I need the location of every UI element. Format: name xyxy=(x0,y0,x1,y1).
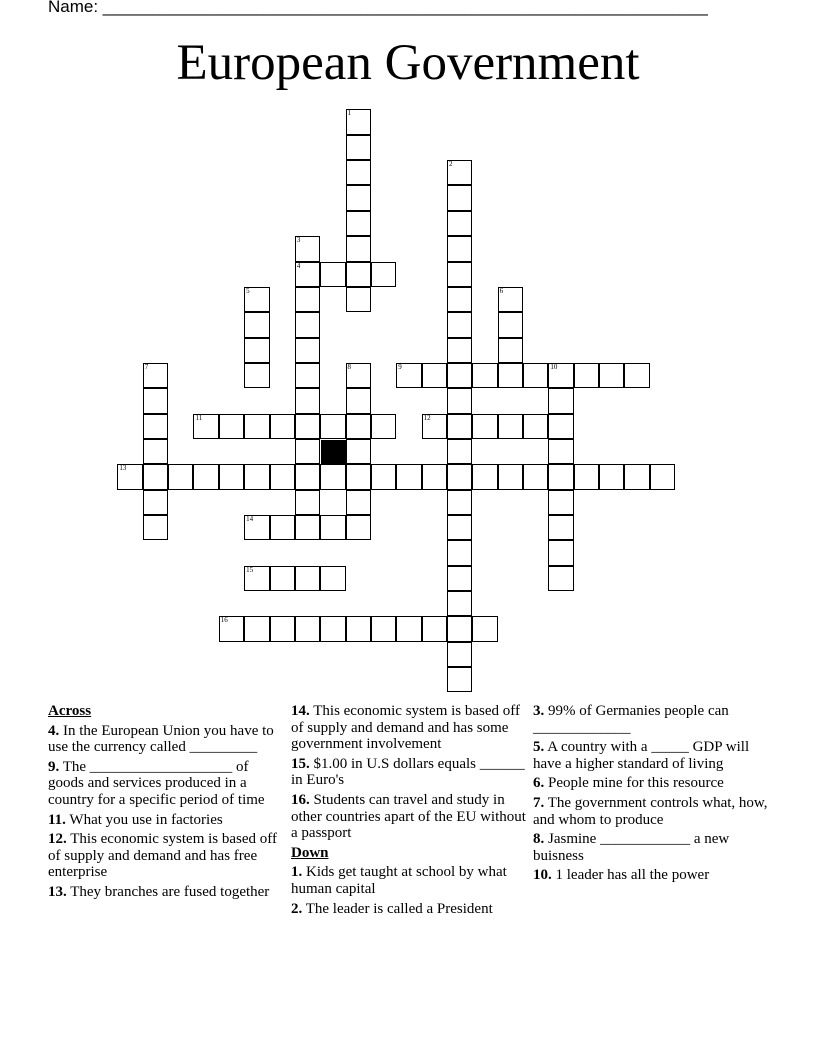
crossword-cell[interactable] xyxy=(548,566,573,591)
crossword-cell[interactable] xyxy=(295,515,320,540)
clue-number: 13. xyxy=(48,883,67,900)
crossword-cell[interactable] xyxy=(599,464,624,489)
clue-number: 16. xyxy=(291,791,310,808)
crossword-cell[interactable] xyxy=(244,515,269,540)
cell-number: 10 xyxy=(550,362,558,371)
crossword-cell[interactable] xyxy=(548,540,573,565)
crossword-cell[interactable] xyxy=(396,363,421,388)
cell-number: 6 xyxy=(499,286,504,295)
clue-across-12 xyxy=(48,831,284,881)
clue-number: 11. xyxy=(48,811,66,828)
cell-number: 5 xyxy=(246,286,250,295)
cell-number: 13 xyxy=(119,464,127,473)
crossword-cell[interactable] xyxy=(371,414,396,439)
clue-number: 12. xyxy=(48,831,67,848)
crossword-cell[interactable] xyxy=(143,515,168,540)
crossword-cell[interactable] xyxy=(346,414,371,439)
crossword-cell[interactable] xyxy=(320,262,345,287)
crossword-cell[interactable] xyxy=(346,464,371,489)
crossword-cell[interactable] xyxy=(346,439,371,464)
crossword-cell[interactable] xyxy=(244,414,269,439)
cell-number: 2 xyxy=(448,160,453,169)
crossword-cell[interactable] xyxy=(447,464,472,489)
crossword-cell[interactable] xyxy=(320,616,345,641)
crossword-cell[interactable] xyxy=(295,464,320,489)
clue-down-6 xyxy=(533,775,769,792)
clue-number: 3. xyxy=(533,703,545,719)
crossword-cell[interactable] xyxy=(346,515,371,540)
crossword-cell[interactable] xyxy=(523,414,548,439)
clue-text: The government controls what, how, and whom to produce xyxy=(533,794,768,828)
clue-number: 5. xyxy=(533,739,545,756)
crossword-cell[interactable] xyxy=(396,616,421,641)
clue-text: Students can travel and study in other countries apart of the EU without a passport xyxy=(291,791,526,842)
clue-across-9 xyxy=(48,759,284,809)
crossword-cell[interactable] xyxy=(346,616,371,641)
crossword-cell[interactable] xyxy=(396,464,421,489)
clue-number: 14. xyxy=(291,703,310,719)
clue-text: 99% of Germanies people can _____________ xyxy=(533,703,729,736)
crossword-cell[interactable] xyxy=(244,464,269,489)
crossword-cell[interactable] xyxy=(346,287,371,312)
page-title: European Government xyxy=(176,35,640,91)
across-heading: Across xyxy=(48,703,92,719)
crossword-cell[interactable] xyxy=(498,363,523,388)
crossword-cell[interactable] xyxy=(548,388,573,413)
crossword-cell[interactable] xyxy=(599,363,624,388)
crossword-cell[interactable] xyxy=(548,363,573,388)
clue-text: Kids get taught at school by what human capital xyxy=(291,864,507,897)
crossword-cell[interactable] xyxy=(346,185,371,210)
clue-number: 9. xyxy=(48,758,60,775)
crossword-cell[interactable] xyxy=(472,363,497,388)
clue-column-3 xyxy=(533,703,769,887)
clue-number: 1. xyxy=(291,864,303,881)
crossword-cell[interactable] xyxy=(447,236,472,261)
crossword-cell[interactable] xyxy=(523,363,548,388)
crossword-cell[interactable] xyxy=(371,262,396,287)
crossword-cell[interactable] xyxy=(472,464,497,489)
crossword-cell[interactable] xyxy=(346,109,371,134)
crossword-cell[interactable] xyxy=(143,439,168,464)
cell-number: 12 xyxy=(423,413,431,422)
crossword-cell[interactable] xyxy=(447,388,472,413)
crossword-cell[interactable] xyxy=(219,414,244,439)
crossword-cell[interactable] xyxy=(447,160,472,185)
clue-across-16 xyxy=(291,792,527,842)
crossword-cell[interactable] xyxy=(346,262,371,287)
clue-text: They branches are fused together xyxy=(70,883,270,900)
clue-text: The leader is called a President xyxy=(305,900,493,917)
crossword-cell[interactable] xyxy=(447,363,472,388)
crossword-cell[interactable] xyxy=(548,414,573,439)
crossword-cell[interactable] xyxy=(422,414,447,439)
clue-text: The ___________________ of goods and services produced in a country for a specific period of time xyxy=(48,758,265,808)
crossword-cell[interactable] xyxy=(447,211,472,236)
crossword-cell[interactable] xyxy=(548,515,573,540)
crossword-cell[interactable] xyxy=(295,363,320,388)
crossword-cell[interactable] xyxy=(270,414,295,439)
cell-number: 8 xyxy=(347,362,352,371)
clue-across-14 xyxy=(291,703,527,753)
crossword-cell[interactable] xyxy=(295,338,320,363)
clue-column-1 xyxy=(48,703,284,904)
crossword-cell[interactable] xyxy=(346,363,371,388)
crossword-cell[interactable] xyxy=(523,464,548,489)
crossword-cell[interactable] xyxy=(498,464,523,489)
clue-text: Jasmine ____________ a new buisness xyxy=(533,831,730,864)
cell-number: 7 xyxy=(144,362,149,371)
clue-down-5 xyxy=(533,739,769,772)
cell-number: 11 xyxy=(195,413,203,422)
crossword-cell[interactable] xyxy=(143,388,168,413)
crossword-cell[interactable] xyxy=(244,287,269,312)
clue-text: In the European Union you have to use the currency called _________ xyxy=(48,722,274,756)
cell-number: 15 xyxy=(246,565,254,574)
crossword-cell[interactable] xyxy=(472,414,497,439)
down-heading: Down xyxy=(291,844,329,861)
clue-number: 8. xyxy=(533,831,545,848)
crossword-cell[interactable] xyxy=(371,464,396,489)
crossword-cell[interactable] xyxy=(447,287,472,312)
clue-number: 7. xyxy=(533,794,545,811)
crossword-cell[interactable] xyxy=(574,363,599,388)
crossword-cell[interactable] xyxy=(346,135,371,160)
crossword-cell[interactable] xyxy=(320,566,345,591)
crossword-cell[interactable] xyxy=(295,616,320,641)
cell-number: 4 xyxy=(296,261,301,270)
crossword-cell[interactable] xyxy=(472,616,497,641)
crossword-cell[interactable] xyxy=(244,338,269,363)
cell-number: 16 xyxy=(220,616,228,625)
crossword-cell[interactable] xyxy=(346,236,371,261)
crossword-cell[interactable] xyxy=(143,414,168,439)
clue-down-8 xyxy=(533,831,769,864)
clue-number: 4. xyxy=(48,722,60,739)
clue-number: 6. xyxy=(533,775,545,792)
clue-down-3 xyxy=(533,703,769,736)
crossword-cell[interactable] xyxy=(447,338,472,363)
crossword-cell[interactable] xyxy=(168,464,193,489)
crossword-cell[interactable] xyxy=(447,591,472,616)
crossword-cell[interactable] xyxy=(270,515,295,540)
crossword-cell[interactable] xyxy=(447,439,472,464)
clue-down-7 xyxy=(533,795,769,828)
clue-text: This economic system is based off of supply and demand and has free enterprise xyxy=(48,831,278,881)
crossword-cell[interactable] xyxy=(346,388,371,413)
clue-text: A country with a _____ GDP will have a higher standard of living xyxy=(533,739,750,772)
crossword-cell[interactable] xyxy=(498,287,523,312)
crossword-cell[interactable] xyxy=(244,616,269,641)
clue-down-1 xyxy=(291,864,527,897)
clue-number: 2. xyxy=(291,900,303,917)
crossword-cell[interactable] xyxy=(447,490,472,515)
crossword-cell[interactable] xyxy=(447,515,472,540)
crossword-cell[interactable] xyxy=(422,464,447,489)
cell-number: 14 xyxy=(246,515,254,523)
crossword-cell[interactable] xyxy=(143,490,168,515)
crossword-cell[interactable] xyxy=(295,236,320,261)
crossword-cell[interactable] xyxy=(447,312,472,337)
clue-across-13 xyxy=(48,884,284,901)
crossword-cell[interactable] xyxy=(447,262,472,287)
clue-across-11 xyxy=(48,812,284,829)
crossword-cell[interactable] xyxy=(244,363,269,388)
crossword-cell[interactable] xyxy=(219,464,244,489)
crossword-cell[interactable] xyxy=(295,287,320,312)
crossword-cell[interactable] xyxy=(650,464,675,489)
crossword-cell[interactable] xyxy=(346,490,371,515)
clue-across-15 xyxy=(291,756,527,789)
crossword-cell[interactable] xyxy=(270,616,295,641)
clue-number: 10. xyxy=(533,867,552,884)
crossword-cell[interactable] xyxy=(346,160,371,185)
clue-text: 1 leader has all the power xyxy=(555,867,710,884)
name-line: Name: ________________________________________________________________ xyxy=(48,0,708,16)
crossword-cell[interactable] xyxy=(422,616,447,641)
clue-number: 15. xyxy=(291,755,310,772)
crossword-cell[interactable] xyxy=(244,312,269,337)
crossword-cell[interactable] xyxy=(143,464,168,489)
crossword-cell[interactable] xyxy=(447,642,472,667)
clue-down-2 xyxy=(291,901,527,918)
crossword-cell[interactable] xyxy=(498,338,523,363)
cell-number: 1 xyxy=(347,109,352,118)
crossword-cell[interactable] xyxy=(548,490,573,515)
crossword-cell[interactable] xyxy=(219,616,244,641)
clue-column-2 xyxy=(291,703,527,920)
crossword-cell[interactable] xyxy=(447,185,472,210)
crossword-cell[interactable] xyxy=(270,566,295,591)
crossword-cell[interactable] xyxy=(270,464,295,489)
clue-text: People mine for this resource xyxy=(548,775,724,792)
crossword-cell[interactable] xyxy=(295,439,320,464)
crossword-cell[interactable] xyxy=(447,566,472,591)
cell-number: 9 xyxy=(398,362,402,371)
crossword-cell[interactable] xyxy=(346,211,371,236)
clue-text: $1.00 in U.S dollars equals ______ in Euro's xyxy=(291,755,525,789)
crossword-cell[interactable] xyxy=(447,414,472,439)
clue-text: This economic system is based off of supply and demand and has some government involvement xyxy=(291,703,521,753)
crossword-cell[interactable] xyxy=(295,566,320,591)
crossword-cell[interactable] xyxy=(447,667,472,692)
crossword-cell[interactable] xyxy=(320,515,345,540)
crossword-cell[interactable] xyxy=(574,464,599,489)
crossword-cell[interactable] xyxy=(295,414,320,439)
crossword-cell[interactable] xyxy=(320,464,345,489)
clue-across-4 xyxy=(48,723,284,756)
crossword-cell[interactable] xyxy=(447,540,472,565)
crossword-cell[interactable] xyxy=(320,414,345,439)
crossword-cell[interactable] xyxy=(371,616,396,641)
crossword-cell[interactable] xyxy=(193,414,218,439)
crossword-cell[interactable] xyxy=(447,616,472,641)
crossword-cell[interactable] xyxy=(295,262,320,287)
crossword-cell[interactable] xyxy=(193,464,218,489)
crossword-cell[interactable] xyxy=(548,439,573,464)
crossword-cell[interactable] xyxy=(498,312,523,337)
crossword-cell[interactable] xyxy=(295,312,320,337)
crossword-cell[interactable] xyxy=(548,464,573,489)
cell-number: 3 xyxy=(296,236,301,245)
clue-down-10 xyxy=(533,867,769,884)
crossword-cell[interactable] xyxy=(295,490,320,515)
crossword-cell[interactable] xyxy=(422,363,447,388)
crossword-cell[interactable] xyxy=(498,414,523,439)
crossword-cell[interactable] xyxy=(295,388,320,413)
crossword-cell[interactable] xyxy=(624,363,649,388)
shaded-cell xyxy=(321,440,346,465)
crossword-cell[interactable] xyxy=(143,363,168,388)
clue-text: What you use in factories xyxy=(69,811,223,828)
crossword-cell[interactable] xyxy=(117,464,142,489)
crossword-cell[interactable] xyxy=(244,566,269,591)
crossword-cell[interactable] xyxy=(624,464,649,489)
